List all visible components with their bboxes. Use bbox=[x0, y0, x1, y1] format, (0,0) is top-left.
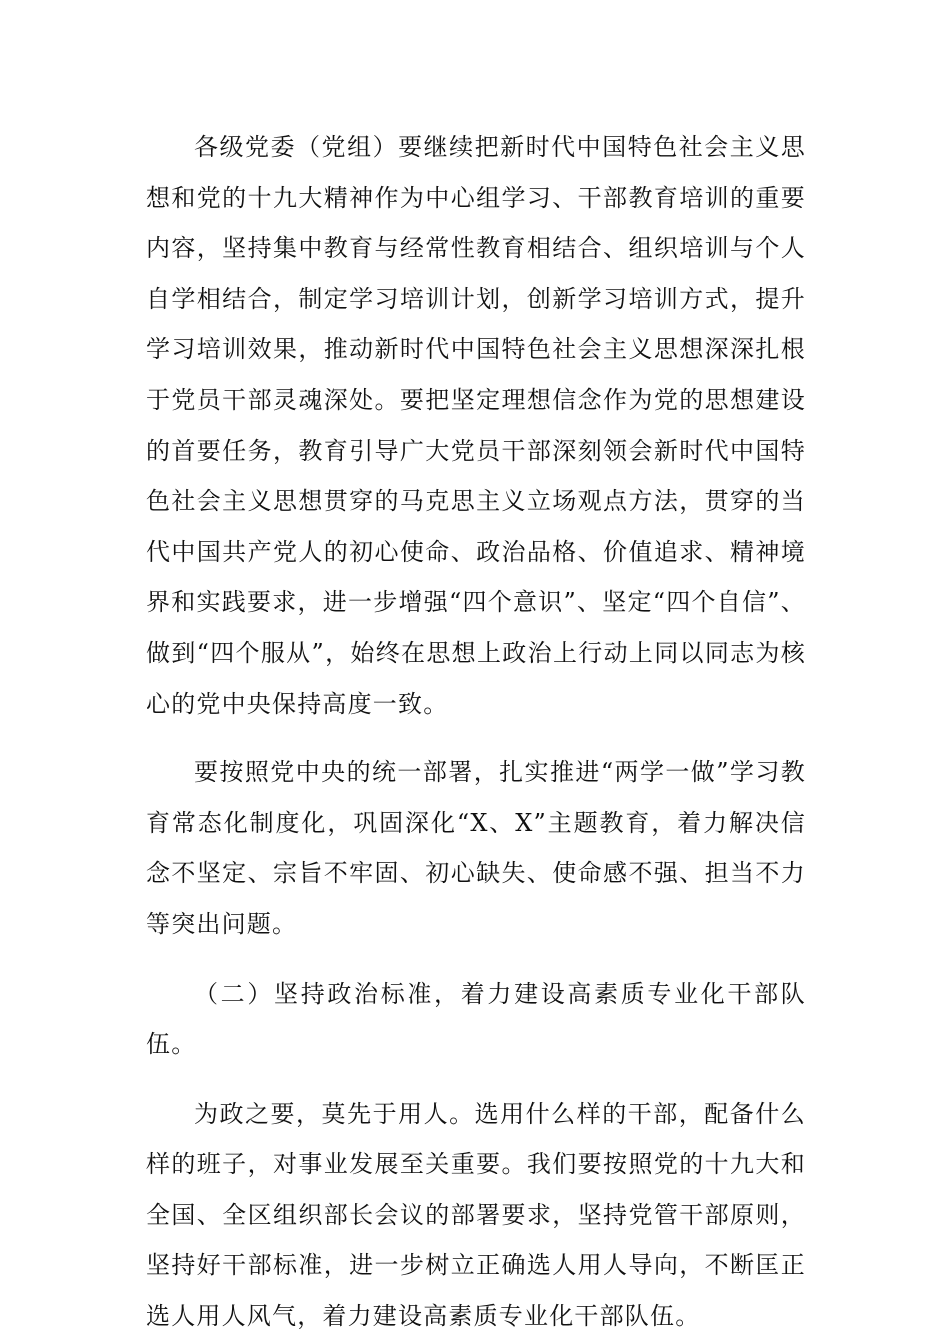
paragraph-two-studies-one-action: 要按照党中央的统一部署，扎实推进“两学一做”学习教育常态化制度化，巩固深化“X、X”主题教育，着力解决信念不坚定、宗旨不牢固、初心缺失、使命感不强、担当不力等突出问题。 bbox=[146, 758, 806, 938]
paragraph-party-theory-study: 各级党委（党组）要继续把新时代中国特色社会主义思想和党的十九大精神作为中心组学习、干部教育培训的重要内容，坚持集中教育与经常性教育相结合、组织培训与个人自学相结合，制定学习培训计划，创新学习培训方式，提升学习培训效果，推动新时代中国特色社会主义思想深深扎根于党员干部灵魂深处。要把坚定理想信念作为党的思想建设的首要任务，教育引导广大党员干部深刻领会新时代中国特色社会主义思想贯穿的马克思主义立场观点方法，贯穿的当代中国共产党人的初心使命、政治品格、价值追求、精神境界和实践要求，进一步增强“四个意识”、坚定“四个自信”、做到“四个服从”，始终在思想上政治上行动上同以同志为核心的党中央保持高度一致。 bbox=[146, 133, 806, 718]
document-body bbox=[146, 122, 806, 1342]
paragraph-cadre-selection: 为政之要，莫先于用人。选用什么样的干部，配备什么样的班子，对事业发展至关重要。我们要按照党的十九大和全国、全区组织部长会议的部署要求，坚持党管干部原则，坚持好干部标准，进一步树立正确选人用人导向，不断匡正选人用人风气，着力建设高素质专业化干部队伍。 bbox=[146, 1099, 806, 1331]
section-heading-political-standard: （二）坚持政治标准，着力建设高素质专业化干部队伍。 bbox=[146, 979, 806, 1059]
